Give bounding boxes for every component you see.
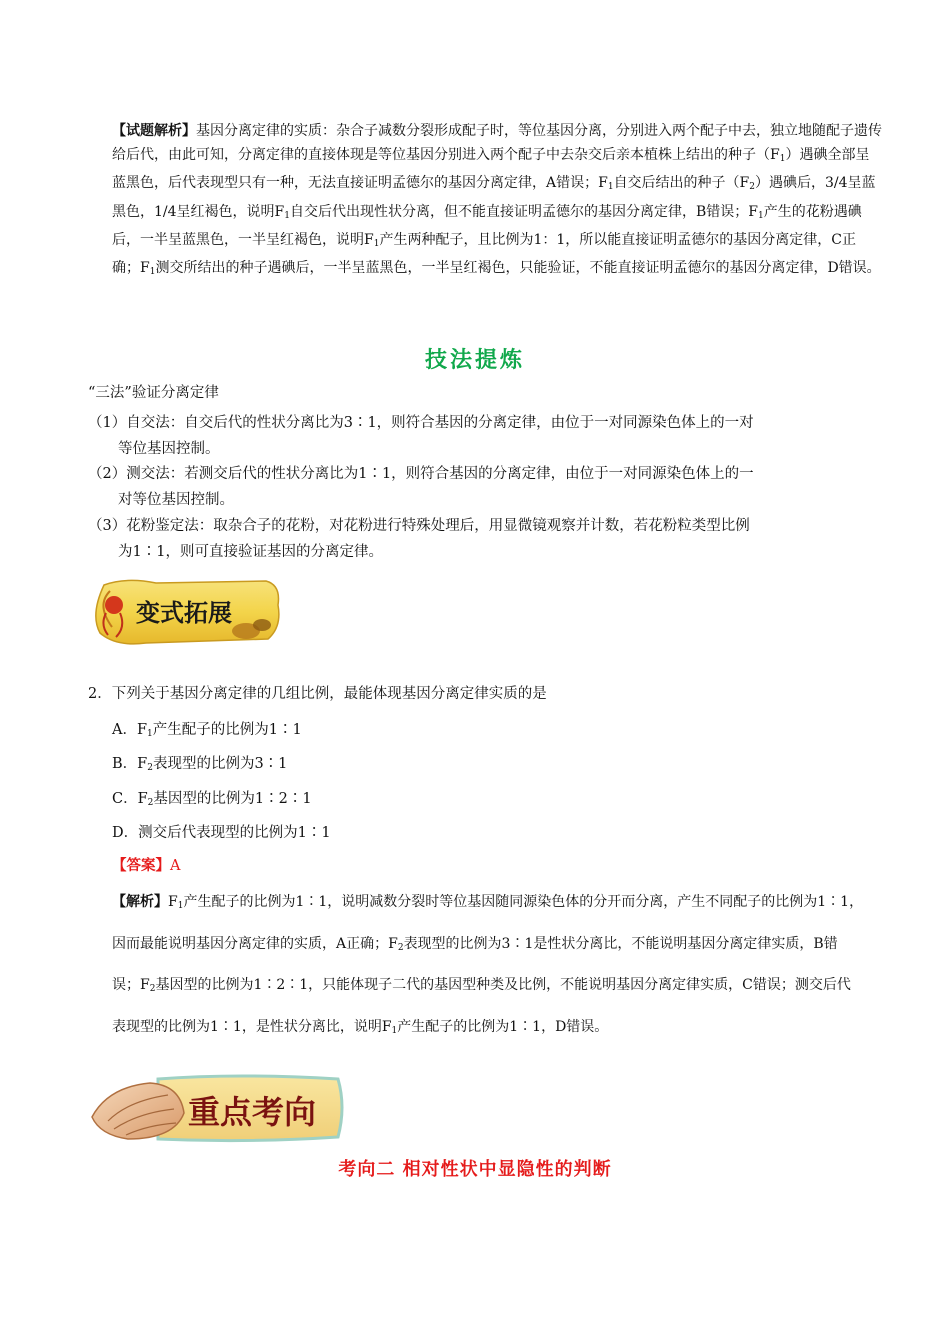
- ribbon-knot-icon: [105, 596, 123, 614]
- skills-title: 技法提炼: [424, 348, 525, 373]
- option-c: C．$F_2$基因型的比例为1∶2∶1: [112, 791, 312, 808]
- answer-line: 【答案】A: [112, 857, 181, 874]
- method-item-pollen: （3）花粉鉴定法：取杂合子的花粉，对花粉进行特殊处理后，用显微镜观察并计数，若花粉粒类型比例 为1∶1，则可直接验证基因的分离定律。: [88, 518, 750, 560]
- banner2-text: 重点考向: [188, 1093, 317, 1131]
- question-stem: 2．下列关于基因分离定律的几组比例，最能体现基因分离定律实质的是: [88, 686, 547, 702]
- key-direction-banner: [88, 1073, 350, 1145]
- methods-intro: “三法”验证分离定律: [88, 385, 219, 401]
- method-item-test-cross: （2）测交法：若测交后代的性状分离比为1∶1，则符合基因的分离定律，由位于一对同源染色体上的一 对等位基因控制。: [88, 466, 754, 508]
- trial-analysis-label: 【试题解析】: [112, 123, 196, 139]
- option-d: D．测交后代表现型的比例为1∶1: [112, 825, 331, 841]
- section-title: 考向二 相对性状中显隐性的判断: [338, 1159, 612, 1180]
- banner-shell-graphic: [88, 1073, 350, 1145]
- banner1-text: 变式拓展: [136, 598, 232, 627]
- option-a: A．$F_1$产生配子的比例为1∶1: [112, 722, 302, 739]
- banner-scroll-graphic: [86, 575, 286, 650]
- trial-analysis-paragraph: 【试题解析】基因分离定律的实质：杂合子减数分裂形成配子时，等位基因分离，分别进入两个配子中去，独立地随配子遗传给后代，由此可知，分离定律的直接体现是等位基因分别进入两个配子中去杂交后亲本植株上结出的种子$(F_1)$遇碘全部呈蓝黑色，后代表现型只有一种，无法直接证明孟德尔的基因分离定律，A错误；$F_1$自交后结出的种子$(F_2)$遇碘后，3/4呈蓝黑色，1/4呈红褐色，说明$F_1$自交后代出现性状分离，但不能直接证明孟德尔的基因分离定律，B错误；$F_1$产生的花粉遇碘后，一半呈蓝黑色，一半呈红褐色，说明$F_1$产生两种配子，且比例为1：1，所以能直接证明孟德尔的基因分离定律，C正确；$F_1$测交所结出的种子遇碘后，一半呈蓝黑色，一半呈红褐色，只能验证，不能直接证明孟德尔的基因分离定律，D错误。: [112, 123, 882, 278]
- option-b: B．$F_2$表现型的比例为3∶1: [112, 756, 288, 773]
- answer-analysis-paragraph: 【解析】$F_1$产生配子的比例为1∶1，说明减数分裂时等位基因随同源染色体的分开而分离，产生不同配子的比例为1∶1，因而最能说明基因分离定律的实质，A正确；$F_2$表现型的比例为3∶1是性状分离比，不能说明基因分离定律实质，B错误；$F_2$基因型的比例为1∶2∶1，只能体现子二代的基因型种类及比例，不能说明基因分离定律实质，C错误；测交后代表现型的比例为1∶1，是性状分离比，说明$F_1$产生配子的比例为1∶1，D错误。: [112, 894, 864, 1036]
- variant-extension-banner: [86, 575, 286, 650]
- method-item-self-cross: （1）自交法：自交后代的性状分离比为3∶1，则符合基因的分离定律，由位于一对同源染色体上的一对 等位基因控制。: [88, 415, 754, 457]
